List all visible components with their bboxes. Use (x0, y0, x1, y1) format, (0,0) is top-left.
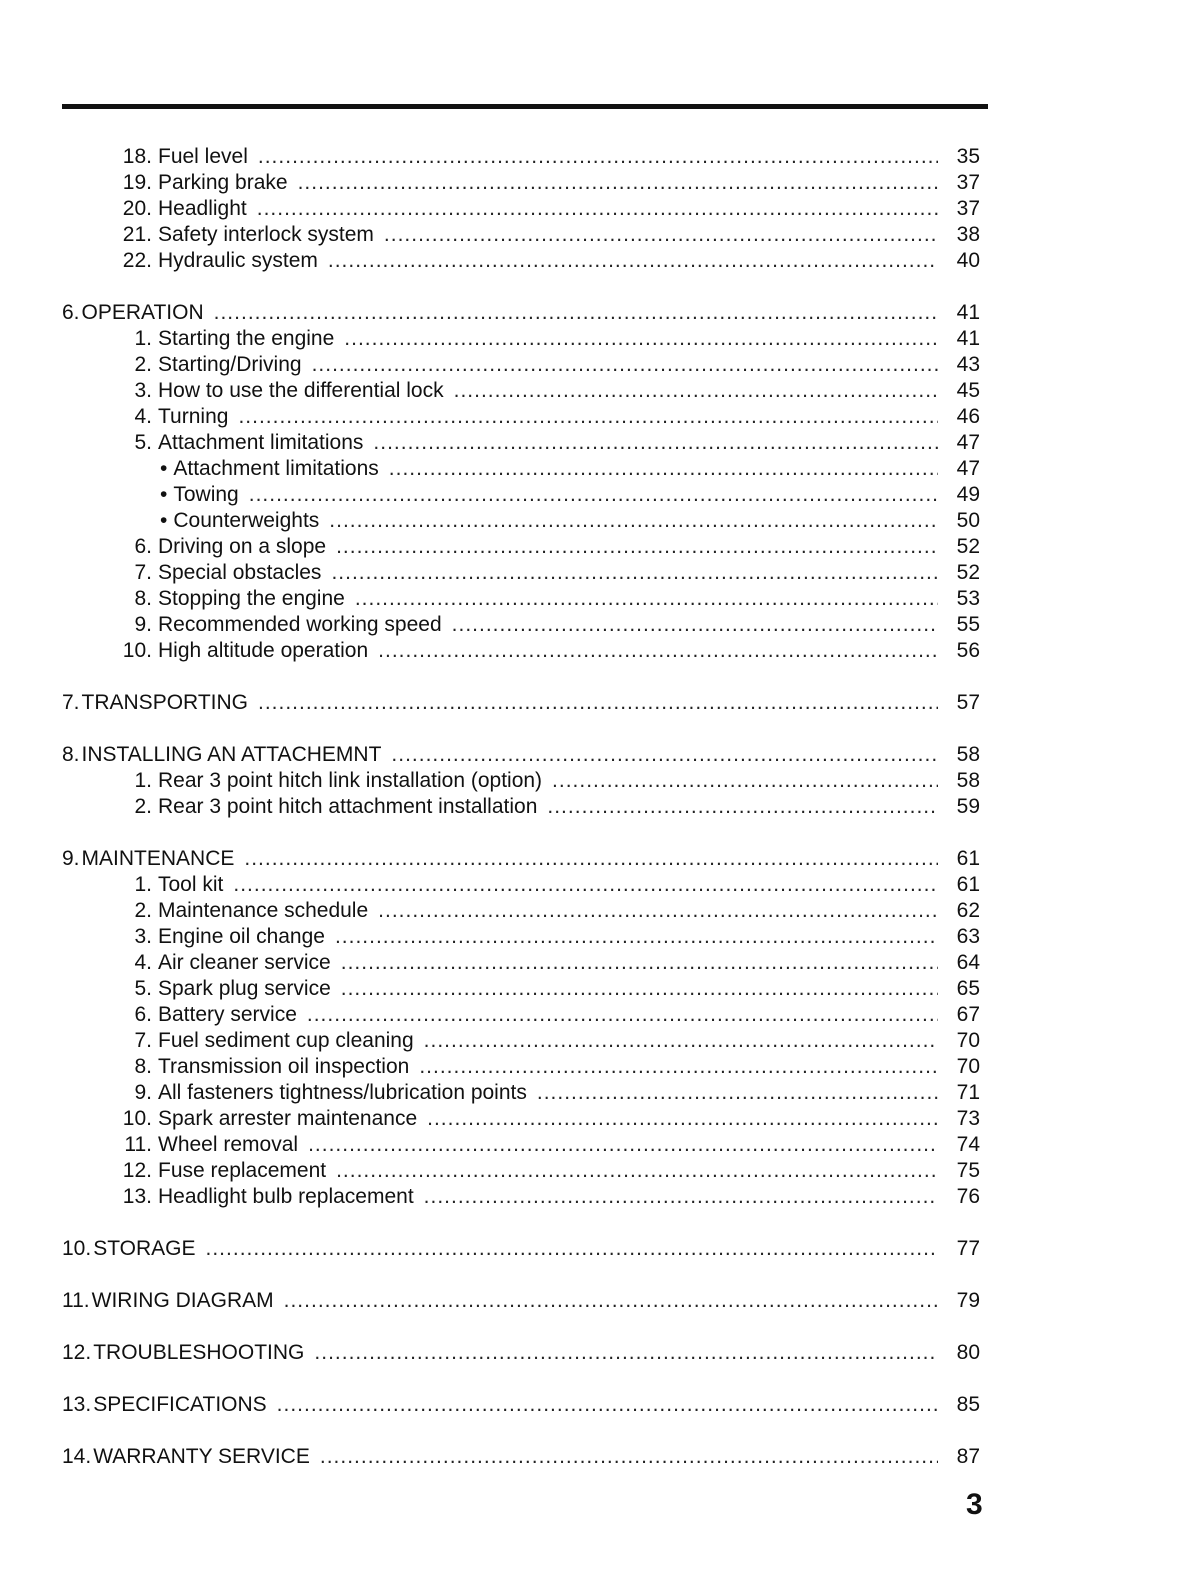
toc-section-number: 12. (62, 1341, 92, 1364)
toc-entry-page: 73 (956, 1107, 980, 1130)
toc-entry-number: 18. (122, 145, 152, 168)
toc-entry (114, 768, 980, 794)
toc-entry-number: 9. (134, 613, 152, 636)
dot-leader (258, 690, 938, 716)
toc-entry-page: 52 (956, 535, 980, 558)
toc-entry-title: Turning (158, 405, 229, 428)
toc-entry-page: 58 (956, 769, 980, 792)
toc-entry-title: Starting the engine (158, 327, 335, 350)
dot-leader (257, 196, 938, 222)
toc-section (62, 846, 980, 872)
toc-entry-title: Air cleaner service (158, 951, 331, 974)
toc-entry-number: 2. (134, 795, 152, 818)
toc-section (62, 742, 980, 768)
toc-entry-page: 63 (956, 925, 980, 948)
toc-entry-title: Rear 3 point hitch link installation (option) (158, 769, 543, 792)
toc-entry-page: 75 (956, 1159, 980, 1182)
toc-entry-page: 35 (956, 145, 980, 168)
dot-leader (378, 638, 938, 664)
toc-entry-page: 74 (956, 1133, 980, 1156)
dot-leader (552, 768, 938, 794)
bullet-icon: • (160, 457, 168, 480)
toc-entry-number: 1. (134, 327, 152, 350)
toc-entry-page: 37 (956, 197, 980, 220)
toc-entry-number: 3. (134, 379, 152, 402)
toc-entry-page: 52 (956, 561, 980, 584)
toc-entry-number: 2. (134, 899, 152, 922)
toc-entry-number: 7. (134, 1029, 152, 1052)
toc-entry-page: 67 (956, 1003, 980, 1026)
dot-leader (384, 222, 938, 248)
toc-entry-page: 55 (956, 613, 980, 636)
toc-section-number: 10. (62, 1237, 92, 1260)
dot-leader (547, 794, 938, 820)
toc-entry-title: Parking brake (158, 171, 288, 194)
dot-leader (308, 1132, 938, 1158)
dot-leader (314, 1340, 938, 1366)
toc-subentry-page: 47 (956, 457, 980, 480)
dot-leader (427, 1106, 938, 1132)
toc-entry (114, 222, 980, 248)
toc-entry-number: 5. (134, 977, 152, 1000)
toc-section (62, 1288, 980, 1314)
toc-entry-number: 13. (122, 1185, 152, 1208)
toc-entry-title: Starting/Driving (158, 353, 302, 376)
dot-leader (328, 248, 938, 274)
toc-entry-title: Safety interlock system (158, 223, 374, 246)
toc-entry (114, 1028, 980, 1054)
dot-leader (312, 352, 938, 378)
toc-entry-title: How to use the differential lock (158, 379, 444, 402)
dot-leader (238, 404, 938, 430)
toc-entry-title: All fasteners tightness/lubrication points (158, 1081, 527, 1104)
toc-entry-title: Maintenance schedule (158, 899, 369, 922)
toc-entry-page: 43 (956, 353, 980, 376)
toc-section-title: TROUBLESHOOTING (93, 1341, 305, 1364)
toc-entry (114, 404, 980, 430)
toc-entry-number: 2. (134, 353, 152, 376)
toc-entry-page: 71 (956, 1081, 980, 1104)
toc-entry-number: 1. (134, 769, 152, 792)
toc-entry (114, 378, 980, 404)
dot-leader (307, 1002, 938, 1028)
toc-section-title: TRANSPORTING (81, 691, 248, 714)
toc-section-page: 80 (956, 1341, 980, 1364)
dot-leader (214, 300, 938, 326)
toc-entry-title: Wheel removal (158, 1133, 299, 1156)
toc-section-page: 77 (956, 1237, 980, 1260)
toc-section-title: WIRING DIAGRAM (91, 1289, 274, 1312)
dot-leader (258, 144, 938, 170)
dot-leader (344, 326, 938, 352)
dot-leader (298, 170, 938, 196)
toc-entry-title: Driving on a slope (158, 535, 327, 558)
toc-entry-number: 5. (134, 431, 152, 454)
toc-entry-page: 62 (956, 899, 980, 922)
toc-entry-title: Engine oil change (158, 925, 325, 948)
toc-entry (114, 950, 980, 976)
bullet-icon: • (160, 483, 168, 506)
toc-entry-number: 7. (134, 561, 152, 584)
toc-section-number: 7. (62, 691, 80, 714)
toc-entry-title: Fuse replacement (158, 1159, 327, 1182)
toc-entry-page: 53 (956, 587, 980, 610)
toc-section-number: 11. (62, 1289, 90, 1312)
toc-section-title: OPERATION (81, 301, 204, 324)
toc-subentry-title: Towing (173, 483, 239, 506)
toc-section (62, 690, 980, 716)
dot-leader (389, 456, 938, 482)
toc-entry-number: 11. (124, 1133, 152, 1156)
toc-entry-page: 46 (956, 405, 980, 428)
toc-subentry-title: Counterweights (173, 509, 320, 532)
toc-section-page: 41 (956, 301, 980, 324)
toc-entry-title: Rear 3 point hitch attachment installation (158, 795, 538, 818)
toc-entry (114, 326, 980, 352)
toc-section-title: INSTALLING AN ATTACHEMNT (81, 743, 382, 766)
toc-entry-number: 4. (134, 405, 152, 428)
toc-section-number: 13. (62, 1393, 92, 1416)
toc-section-page: 85 (956, 1393, 980, 1416)
toc-subentry (160, 482, 980, 508)
toc-entry-number: 4. (134, 951, 152, 974)
dot-leader (336, 1158, 938, 1184)
toc-entry (114, 1184, 980, 1210)
toc-entry (114, 1002, 980, 1028)
toc-entry (114, 144, 980, 170)
toc-entry (114, 248, 980, 274)
dot-leader (424, 1028, 938, 1054)
toc-section-page: 87 (956, 1445, 980, 1468)
toc-section-title: MAINTENANCE (81, 847, 235, 870)
dot-leader (373, 430, 938, 456)
toc-subentry-page: 50 (956, 509, 980, 532)
toc-section-title: WARRANTY SERVICE (93, 1445, 310, 1468)
toc-entry (114, 1106, 980, 1132)
toc-entry-number: 6. (134, 535, 152, 558)
toc-section (62, 1392, 980, 1418)
toc-entry (114, 1054, 980, 1080)
toc-entry-page: 70 (956, 1055, 980, 1078)
toc-entry-page: 64 (956, 951, 980, 974)
toc-entry-number: 8. (134, 587, 152, 610)
toc-entry-number: 20. (122, 197, 152, 220)
toc-entry-page: 65 (956, 977, 980, 1000)
toc-section (62, 1340, 980, 1366)
toc-entry-title: Transmission oil inspection (158, 1055, 410, 1078)
toc-entry-page: 76 (956, 1185, 980, 1208)
dot-leader (336, 534, 938, 560)
toc-entry-page: 38 (956, 223, 980, 246)
dot-leader (335, 924, 938, 950)
dot-leader (341, 976, 938, 1002)
dot-leader (452, 612, 938, 638)
toc-entry-number: 6. (134, 1003, 152, 1026)
dot-leader (537, 1080, 938, 1106)
toc-entry-title: Tool kit (158, 873, 224, 896)
toc-section-number: 6. (62, 301, 80, 324)
toc-entry-title: Fuel level (158, 145, 248, 168)
toc-subentry-page: 49 (956, 483, 980, 506)
toc-entry-title: Special obstacles (158, 561, 322, 584)
toc-section-number: 9. (62, 847, 80, 870)
toc-entry-page: 47 (956, 431, 980, 454)
toc-entry-number: 8. (134, 1055, 152, 1078)
dot-leader (277, 1392, 938, 1418)
toc-entry (114, 352, 980, 378)
dot-leader (320, 1444, 938, 1470)
toc-entry-title: High altitude operation (158, 639, 369, 662)
toc-entry-title: Battery service (158, 1003, 297, 1026)
toc-entry (114, 638, 980, 664)
toc-entry-title: Headlight bulb replacement (158, 1185, 414, 1208)
toc-entry (114, 1080, 980, 1106)
toc-entry-title: Fuel sediment cup cleaning (158, 1029, 414, 1052)
toc-entry (114, 794, 980, 820)
toc-section-page: 61 (956, 847, 980, 870)
toc-entry-number: 1. (134, 873, 152, 896)
toc-section-page: 79 (956, 1289, 980, 1312)
dot-leader (391, 742, 938, 768)
toc-entry-page: 37 (956, 171, 980, 194)
toc-entry-number: 3. (134, 925, 152, 948)
toc-section (62, 1236, 980, 1262)
toc-entry-page: 41 (956, 327, 980, 350)
toc-section-page: 58 (956, 743, 980, 766)
dot-leader (341, 950, 938, 976)
dot-leader (329, 508, 938, 534)
toc-entry (114, 898, 980, 924)
toc-entry (114, 1158, 980, 1184)
dot-leader (284, 1288, 938, 1314)
toc-entry-title: Recommended working speed (158, 613, 442, 636)
toc-section-page: 57 (956, 691, 980, 714)
toc-entry (114, 976, 980, 1002)
toc-entry-number: 10. (122, 1107, 152, 1130)
dot-leader (378, 898, 938, 924)
toc-section-number: 14. (62, 1445, 92, 1468)
dot-leader (454, 378, 938, 404)
toc-entry-number: 22. (122, 249, 152, 272)
toc-entry (114, 170, 980, 196)
toc-section-title: STORAGE (93, 1237, 196, 1260)
toc-subentry (160, 456, 980, 482)
page-number: 3 (966, 1488, 983, 1521)
toc-entry-page: 45 (956, 379, 980, 402)
toc-entry (114, 1132, 980, 1158)
toc-entry-title: Stopping the engine (158, 587, 345, 610)
dot-leader (419, 1054, 938, 1080)
toc-entry (114, 534, 980, 560)
dot-leader (244, 846, 938, 872)
toc-section-number: 8. (62, 743, 80, 766)
toc-entry-page: 70 (956, 1029, 980, 1052)
toc-entry-page: 61 (956, 873, 980, 896)
dot-leader (233, 872, 938, 898)
toc-entry (114, 586, 980, 612)
dot-leader (355, 586, 938, 612)
toc-entry-page: 56 (956, 639, 980, 662)
toc-subentry-title: Attachment limitations (173, 457, 379, 480)
toc-entry (114, 196, 980, 222)
toc-entry-title: Spark plug service (158, 977, 331, 1000)
toc-entry-page: 40 (956, 249, 980, 272)
toc-entry-number: 19. (122, 171, 152, 194)
toc-subentry (160, 508, 980, 534)
toc-section (62, 300, 980, 326)
dot-leader (206, 1236, 938, 1262)
toc-entry-title: Hydraulic system (158, 249, 318, 272)
dot-leader (249, 482, 938, 508)
toc-entry (114, 560, 980, 586)
dot-leader (331, 560, 938, 586)
toc-entry-page: 59 (956, 795, 980, 818)
toc-entry-title: Attachment limitations (158, 431, 364, 454)
toc-section (62, 1444, 980, 1470)
bullet-icon: • (160, 509, 168, 532)
toc-entry-number: 21. (122, 223, 152, 246)
dot-leader (424, 1184, 938, 1210)
toc-entry-title: Spark arrester maintenance (158, 1107, 418, 1130)
toc-entry (114, 612, 980, 638)
toc-entry-number: 9. (134, 1081, 152, 1104)
toc-entry-title: Headlight (158, 197, 247, 220)
toc-section-title: SPECIFICATIONS (93, 1393, 267, 1416)
toc-entry-number: 12. (122, 1159, 152, 1182)
toc-entry (114, 924, 980, 950)
toc-entry-number: 10. (122, 639, 152, 662)
toc-entry (114, 872, 980, 898)
toc-entry (114, 430, 980, 456)
